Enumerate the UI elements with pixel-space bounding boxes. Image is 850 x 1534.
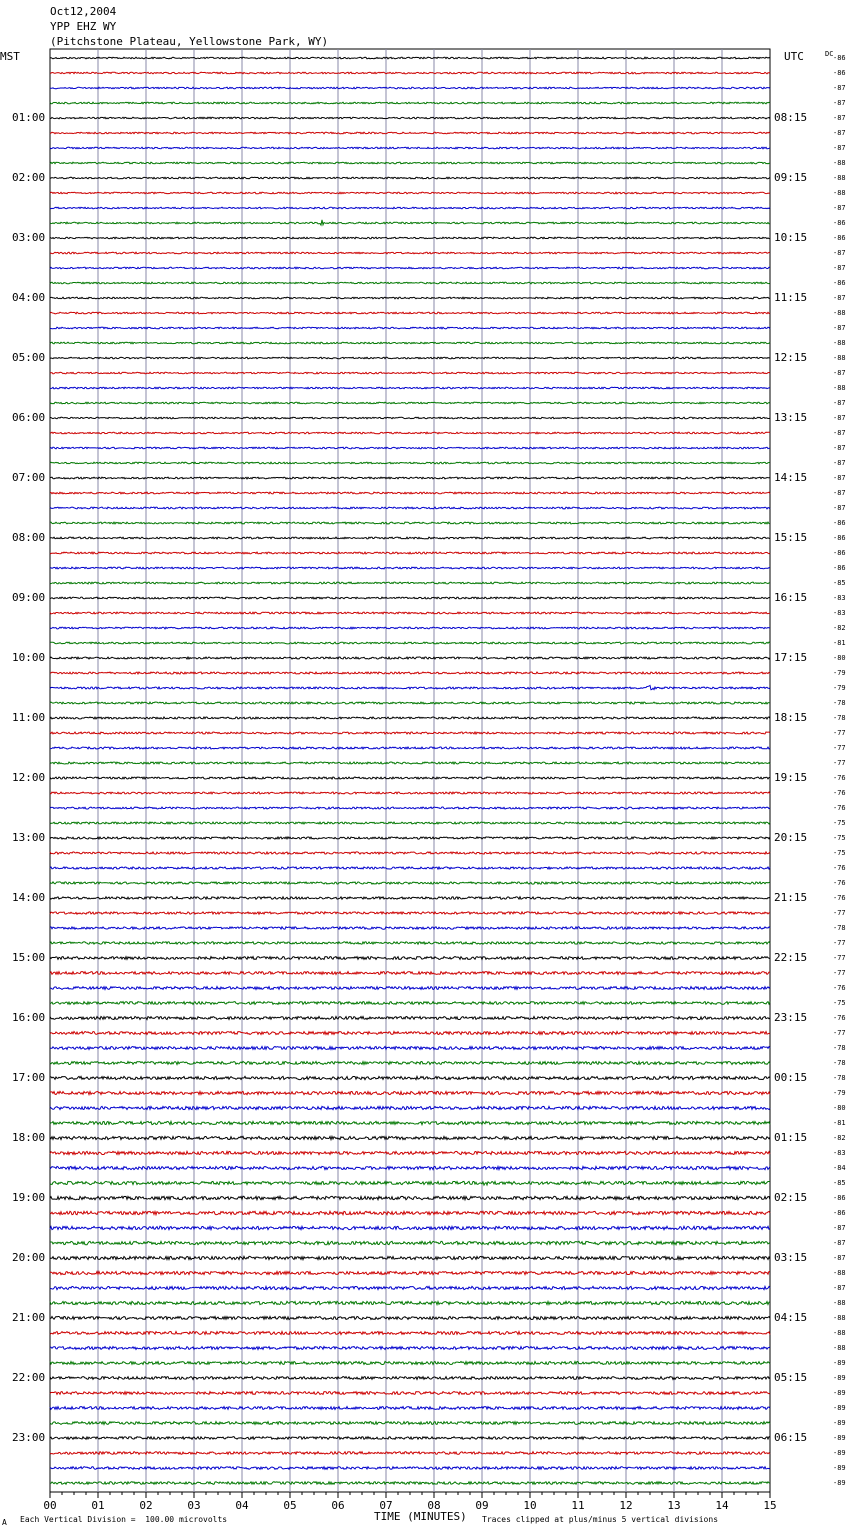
right-hour-label: 04:15 xyxy=(774,1311,808,1324)
right-hour-label: 10:15 xyxy=(774,231,808,244)
dc-offset-value: -86 xyxy=(833,1194,846,1202)
trace-row xyxy=(50,1151,770,1154)
trace-row xyxy=(50,1271,770,1274)
trace-row xyxy=(50,1437,770,1440)
left-hour-label: 01:00 xyxy=(12,111,46,124)
right-hour-label: 05:15 xyxy=(774,1371,808,1384)
right-hour-label: 23:15 xyxy=(774,1011,808,1024)
right-hour-label: 12:15 xyxy=(774,351,808,364)
trace-row xyxy=(50,492,770,494)
dc-offset-value: -86 xyxy=(833,519,846,527)
dc-offset-value: -87 xyxy=(833,114,846,122)
left-hour-label: 23:00 xyxy=(12,1431,46,1444)
x-tick-label: 00 xyxy=(43,1499,57,1512)
dc-offset-value: -76 xyxy=(833,879,846,887)
dc-offset-value: -75 xyxy=(833,849,846,857)
trace-row xyxy=(50,1256,770,1259)
x-tick-label: 09 xyxy=(475,1499,489,1512)
dc-offset-value: -89 xyxy=(833,1434,846,1442)
dc-offset-value: -86 xyxy=(833,69,846,77)
dc-offset-value: -76 xyxy=(833,1014,846,1022)
scale-note: Each Vertical Division = 100.00 microvolts xyxy=(20,1515,228,1524)
trace-row xyxy=(50,912,770,914)
trace-row xyxy=(50,72,770,74)
left-hour-label: 08:00 xyxy=(12,531,46,544)
trace-row xyxy=(50,1301,770,1304)
right-hour-label: 17:15 xyxy=(774,651,808,664)
dc-offset-value: -78 xyxy=(833,1044,846,1052)
dc-offset-value: -88 xyxy=(833,354,846,362)
dc-offset-value: -89 xyxy=(833,1449,846,1457)
dc-offset-value: -87 xyxy=(833,99,846,107)
dc-offset-value: -89 xyxy=(833,1464,846,1472)
x-tick-label: 14 xyxy=(715,1499,729,1512)
dc-offset-value: -81 xyxy=(833,1119,846,1127)
dc-offset-value: -89 xyxy=(833,1359,846,1367)
trace-row xyxy=(50,1407,770,1410)
trace-row xyxy=(50,312,770,314)
trace-row xyxy=(50,1422,770,1425)
dc-offset-value: -83 xyxy=(833,609,846,617)
dc-offset-value: -87 xyxy=(833,204,846,212)
trace-row xyxy=(50,252,770,254)
right-hour-label: 18:15 xyxy=(774,711,808,724)
trace-row xyxy=(50,402,770,404)
trace-row xyxy=(50,537,770,539)
dc-offset-value: -86 xyxy=(833,54,846,62)
right-hour-label: 15:15 xyxy=(774,531,808,544)
trace-row xyxy=(50,732,770,734)
left-hour-label: 11:00 xyxy=(12,711,46,724)
trace-row xyxy=(50,747,770,749)
right-hour-label: 20:15 xyxy=(774,831,808,844)
trace-row xyxy=(50,102,770,104)
dc-offset-value: -77 xyxy=(833,939,846,947)
left-hour-label: 02:00 xyxy=(12,171,46,184)
dc-offset-value: -88 xyxy=(833,1314,846,1322)
right-hour-label: 09:15 xyxy=(774,171,808,184)
dc-offset-value: -87 xyxy=(833,144,846,152)
x-tick-label: 11 xyxy=(571,1499,585,1512)
dc-offset-value: -86 xyxy=(833,564,846,572)
dc-offset-value: -88 xyxy=(833,1344,846,1352)
dc-offset-value: -89 xyxy=(833,1419,846,1427)
trace-row xyxy=(50,192,770,194)
dc-offset-value: -78 xyxy=(833,1059,846,1067)
right-hour-label: 14:15 xyxy=(774,471,808,484)
trace-row xyxy=(50,642,770,644)
right-hour-label: 06:15 xyxy=(774,1431,808,1444)
left-hour-label: 07:00 xyxy=(12,471,46,484)
trace-row xyxy=(50,1482,770,1485)
left-hour-label: 21:00 xyxy=(12,1311,46,1324)
dc-offset-value: -86 xyxy=(833,534,846,542)
right-hour-label: 11:15 xyxy=(774,291,808,304)
dc-offset-value: -83 xyxy=(833,1149,846,1157)
dc-offset-value: -89 xyxy=(833,1479,846,1487)
trace-row xyxy=(50,162,770,164)
left-hour-label: 09:00 xyxy=(12,591,46,604)
dc-offset-value: -88 xyxy=(833,339,846,347)
trace-row xyxy=(50,1362,770,1365)
left-hour-label: 15:00 xyxy=(12,951,46,964)
left-hour-label: 19:00 xyxy=(12,1191,46,1204)
trace-row xyxy=(50,972,770,975)
dc-offset-value: -89 xyxy=(833,1374,846,1382)
trace-row xyxy=(50,132,770,134)
dc-offset-value: -87 xyxy=(833,504,846,512)
trace-row xyxy=(50,1332,770,1335)
trace-row xyxy=(50,147,770,149)
dc-offset-value: -85 xyxy=(833,579,846,587)
trace-row xyxy=(50,1452,770,1455)
dc-offset-value: -87 xyxy=(833,369,846,377)
trace-row xyxy=(50,597,770,599)
trace-row xyxy=(50,852,770,854)
trace-row xyxy=(50,1241,770,1244)
left-hour-label: 03:00 xyxy=(12,231,46,244)
dc-offset-value: -78 xyxy=(833,1074,846,1082)
dc-offset-value: -76 xyxy=(833,864,846,872)
dc-offset-value: -88 xyxy=(833,384,846,392)
trace-row xyxy=(50,207,770,209)
trace-row xyxy=(50,357,770,359)
record-date: Oct12,2004 xyxy=(50,5,117,18)
dc-offset-value: -82 xyxy=(833,624,846,632)
right-hour-label: 08:15 xyxy=(774,111,808,124)
trace-row xyxy=(50,57,770,59)
trace-row xyxy=(50,507,770,509)
x-tick-label: 05 xyxy=(283,1499,297,1512)
trace-row xyxy=(50,1166,770,1169)
trace-row xyxy=(50,267,770,269)
trace-row xyxy=(50,685,770,689)
dc-offset-value: -83 xyxy=(833,594,846,602)
left-hour-label: 04:00 xyxy=(12,291,46,304)
x-tick-label: 13 xyxy=(667,1499,681,1512)
clip-note: Traces clipped at plus/minus 5 vertical divisions xyxy=(482,1515,719,1524)
dc-offset-value: -86 xyxy=(833,1209,846,1217)
dc-offset-value: -88 xyxy=(833,1299,846,1307)
dc-offset-value: -77 xyxy=(833,729,846,737)
right-timezone-label: UTC xyxy=(784,50,804,63)
dc-offset-value: -76 xyxy=(833,804,846,812)
dc-offset-value: -87 xyxy=(833,264,846,272)
dc-offset-value: -76 xyxy=(833,984,846,992)
x-tick-label: 07 xyxy=(379,1499,393,1512)
dc-offset-value: -87 xyxy=(833,129,846,137)
trace-row xyxy=(50,942,770,944)
dc-offset-value: -87 xyxy=(833,489,846,497)
trace-row xyxy=(50,237,770,239)
trace-row xyxy=(50,837,770,839)
trace-row xyxy=(50,822,770,824)
trace-row xyxy=(50,1121,770,1124)
left-hour-label: 13:00 xyxy=(12,831,46,844)
trace-row xyxy=(50,342,770,344)
x-tick-label: 04 xyxy=(235,1499,249,1512)
trace-row xyxy=(50,1076,770,1079)
left-hour-label: 22:00 xyxy=(12,1371,46,1384)
dc-offset-value: -87 xyxy=(833,429,846,437)
dc-offset-value: -77 xyxy=(833,909,846,917)
left-hour-label: 14:00 xyxy=(12,891,46,904)
trace-row xyxy=(50,1286,770,1289)
trace-row xyxy=(50,417,770,419)
x-tick-label: 10 xyxy=(523,1499,537,1512)
dc-offset-value: -88 xyxy=(833,1269,846,1277)
right-hour-label: 22:15 xyxy=(774,951,808,964)
right-hour-label: 16:15 xyxy=(774,591,808,604)
trace-row xyxy=(50,1047,770,1050)
trace-row xyxy=(50,897,770,899)
x-tick-label: 12 xyxy=(619,1499,633,1512)
dc-offset-value: -84 xyxy=(833,1164,846,1172)
trace-row xyxy=(50,327,770,329)
trace-row xyxy=(50,372,770,374)
station-location: (Pitchstone Plateau, Yellowstone Park, WY) xyxy=(50,35,329,48)
trace-row xyxy=(50,957,770,960)
trace-row xyxy=(50,987,770,990)
right-hour-label: 03:15 xyxy=(774,1251,808,1264)
dc-offset-value: -89 xyxy=(833,1404,846,1412)
x-tick-label: 01 xyxy=(91,1499,105,1512)
trace-row xyxy=(50,1196,770,1199)
trace-row xyxy=(50,582,770,584)
x-axis-title: TIME (MINUTES) xyxy=(374,1510,467,1523)
dc-offset-value: -81 xyxy=(833,639,846,647)
dc-offset-value: -87 xyxy=(833,1239,846,1247)
dc-offset-value: -77 xyxy=(833,759,846,767)
trace-row xyxy=(50,717,770,719)
dc-offset-value: -78 xyxy=(833,924,846,932)
dc-offset-value: -78 xyxy=(833,699,846,707)
dc-offset-value: -82 xyxy=(833,1134,846,1142)
left-hour-label: 16:00 xyxy=(12,1011,46,1024)
trace-row xyxy=(50,672,770,674)
left-hour-label: 18:00 xyxy=(12,1131,46,1144)
dc-offset-value: -87 xyxy=(833,444,846,452)
dc-offset-value: -80 xyxy=(833,1104,846,1112)
trace-row xyxy=(50,1211,770,1214)
dc-offset-value: -77 xyxy=(833,1029,846,1037)
right-hour-label: 01:15 xyxy=(774,1131,808,1144)
x-tick-label: 06 xyxy=(331,1499,345,1512)
dc-offset-value: -86 xyxy=(833,549,846,557)
trace-row xyxy=(50,1226,770,1230)
trace-row xyxy=(50,1091,770,1094)
left-hour-label: 06:00 xyxy=(12,411,46,424)
dc-offset-value: -79 xyxy=(833,1089,846,1097)
dc-offset-value: -87 xyxy=(833,1284,846,1292)
trace-row xyxy=(50,117,770,119)
dc-offset-value: -75 xyxy=(833,834,846,842)
dc-offset-value: -88 xyxy=(833,189,846,197)
trace-row xyxy=(50,1181,770,1185)
dc-offset-value: -89 xyxy=(833,1389,846,1397)
dc-offset-value: -85 xyxy=(833,1179,846,1187)
trace-row xyxy=(50,612,770,614)
trace-row xyxy=(50,1392,770,1395)
trace-row xyxy=(50,1317,770,1320)
trace-row xyxy=(50,297,770,299)
trace-row xyxy=(50,657,770,659)
dc-offset-header: DC xyxy=(825,50,834,58)
trace-row xyxy=(50,1017,770,1020)
dc-offset-value: -79 xyxy=(833,684,846,692)
trace-row xyxy=(50,1136,770,1139)
dc-offset-value: -76 xyxy=(833,789,846,797)
trace-row xyxy=(50,762,770,764)
dc-offset-value: -79 xyxy=(833,669,846,677)
dc-offset-value: -86 xyxy=(833,234,846,242)
trace-row xyxy=(50,462,770,464)
right-hour-label: 13:15 xyxy=(774,411,808,424)
dc-offset-value: -78 xyxy=(833,714,846,722)
dc-offset-value: -88 xyxy=(833,1329,846,1337)
trace-row xyxy=(50,177,770,179)
x-tick-label: 08 xyxy=(427,1499,441,1512)
dc-offset-value: -87 xyxy=(833,399,846,407)
dc-offset-value: -75 xyxy=(833,999,846,1007)
dc-offset-value: -77 xyxy=(833,954,846,962)
trace-row xyxy=(50,777,770,779)
dc-offset-value: -76 xyxy=(833,774,846,782)
trace-row xyxy=(50,432,770,434)
left-timezone-label: MST xyxy=(0,50,20,63)
dc-offset-value: -87 xyxy=(833,1224,846,1232)
dc-offset-value: -87 xyxy=(833,249,846,257)
plot-frame xyxy=(50,49,770,1492)
dc-offset-value: -86 xyxy=(833,279,846,287)
scale-mark: A xyxy=(2,1518,7,1527)
dc-offset-value: -76 xyxy=(833,894,846,902)
right-hour-label: 21:15 xyxy=(774,891,808,904)
trace-row xyxy=(50,220,770,225)
right-hour-label: 02:15 xyxy=(774,1191,808,1204)
x-tick-label: 02 xyxy=(139,1499,153,1512)
dc-offset-value: -75 xyxy=(833,819,846,827)
trace-row xyxy=(50,867,770,869)
trace-row xyxy=(50,567,770,569)
dc-offset-value: -88 xyxy=(833,159,846,167)
trace-row xyxy=(50,477,770,479)
trace-row xyxy=(50,792,770,794)
left-hour-label: 20:00 xyxy=(12,1251,46,1264)
trace-row xyxy=(50,1032,770,1035)
trace-row xyxy=(50,927,770,929)
trace-row xyxy=(50,702,770,704)
trace-row xyxy=(50,1106,770,1109)
dc-offset-value: -87 xyxy=(833,1254,846,1262)
trace-row xyxy=(50,1002,770,1005)
dc-offset-value: -80 xyxy=(833,654,846,662)
left-hour-label: 10:00 xyxy=(12,651,46,664)
trace-row xyxy=(50,882,770,884)
trace-row xyxy=(50,387,770,389)
right-hour-label: 19:15 xyxy=(774,771,808,784)
dc-offset-value: -77 xyxy=(833,969,846,977)
dc-offset-value: -87 xyxy=(833,459,846,467)
trace-row xyxy=(50,522,770,524)
dc-offset-value: -87 xyxy=(833,84,846,92)
x-tick-label: 15 xyxy=(763,1499,777,1512)
trace-row xyxy=(50,627,770,629)
x-tick-label: 03 xyxy=(187,1499,201,1512)
station-code: YPP EHZ WY xyxy=(50,20,117,33)
trace-row xyxy=(50,552,770,554)
left-hour-label: 05:00 xyxy=(12,351,46,364)
right-hour-label: 00:15 xyxy=(774,1071,808,1084)
trace-row xyxy=(50,807,770,809)
dc-offset-value: -87 xyxy=(833,324,846,332)
trace-row xyxy=(50,282,770,284)
trace-row xyxy=(50,1062,770,1065)
dc-offset-value: -86 xyxy=(833,219,846,227)
trace-row xyxy=(50,87,770,89)
dc-offset-value: -87 xyxy=(833,294,846,302)
trace-row xyxy=(50,447,770,449)
dc-offset-value: -88 xyxy=(833,309,846,317)
dc-offset-value: -88 xyxy=(833,174,846,182)
dc-offset-value: -87 xyxy=(833,414,846,422)
trace-row xyxy=(50,1467,770,1470)
dc-offset-value: -87 xyxy=(833,474,846,482)
left-hour-label: 12:00 xyxy=(12,771,46,784)
left-hour-label: 17:00 xyxy=(12,1071,46,1084)
dc-offset-value: -77 xyxy=(833,744,846,752)
trace-row xyxy=(50,1377,770,1380)
trace-row xyxy=(50,1347,770,1350)
